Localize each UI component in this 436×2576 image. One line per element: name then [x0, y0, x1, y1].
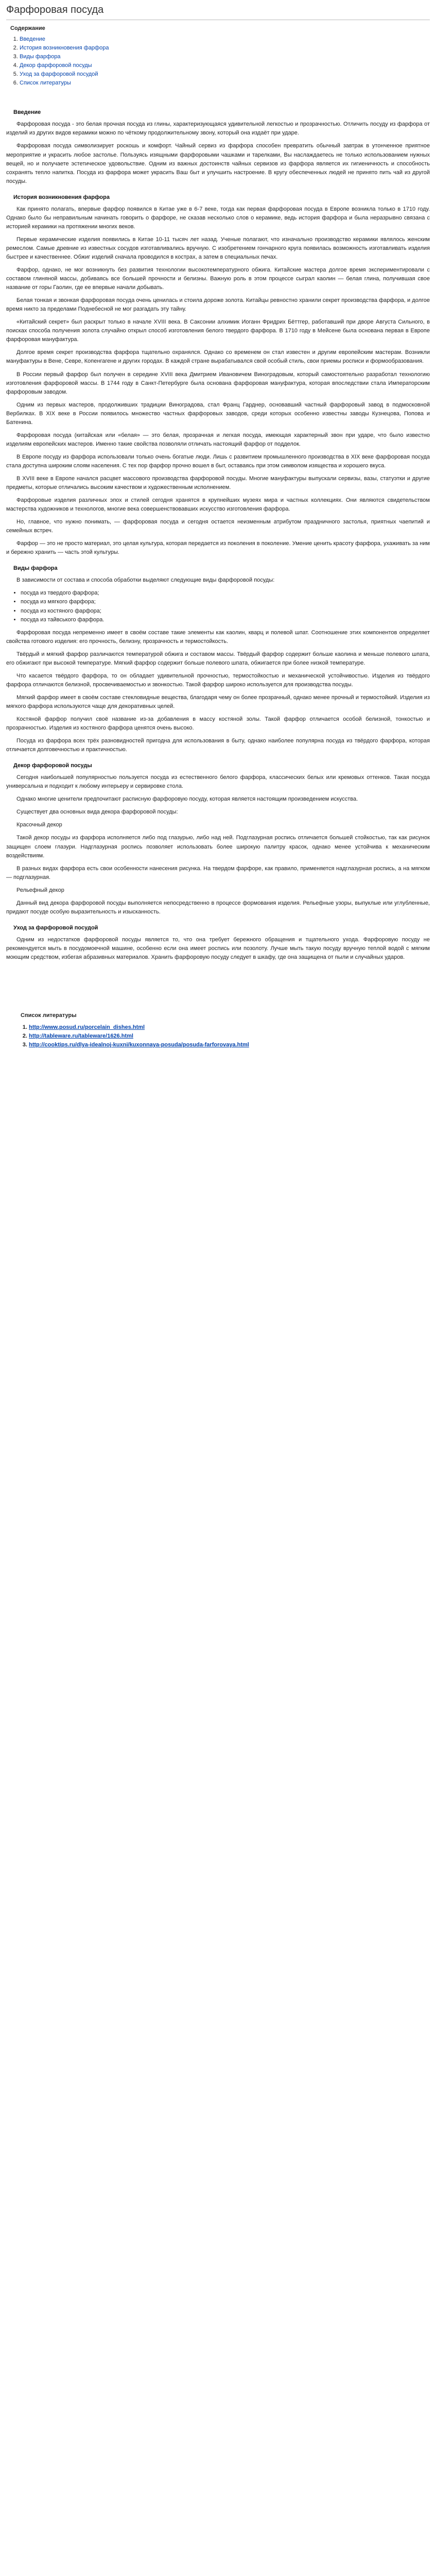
references-heading: Список литературы: [21, 1012, 77, 1019]
toc-item: [20, 79, 430, 88]
toc-link-decor[interactable]: Декор фарфоровой посуды: [20, 62, 92, 69]
paragraph: Как принято полагать, впервые фарфор появился в Китае уже в 6-7 веке, тогда как первая фарфоровая посуда в Европе возникла только в 1710 году. Однако было бы неправильным начинать говорить о фарфоре, не сказав несколько слов о керамике, ведь история фарфора и была неразрывно связана с историей керамики на протяжении многих веков.: [6, 206, 430, 230]
paragraph: Данный вид декора фарфоровой посуды выполняется непосредственно в процессе формования изделия. Рельефные узоры, выпуклые или углубленные, придают посуде особую выразительность и изысканность.: [6, 900, 430, 915]
paragraph: Фарфоровая посуда символизирует роскошь и комфорт. Чайный сервиз из фарфора способен превратить обычный завтрак в утонченное приятное мероприятие и украсить любое застолье. Пользуясь изящными фарфоровыми чашками и тарелками, Вы наслаждаетесь не только использованием нужных вещей, но и получаете эстетическое удовольствие. Одним из важных достоинств чайных сервизов из фарфора является их гигиеничность и способность сохранять тепло напитка. Посуда из фарфора может украсить Ваш быт и улучшить настроение. В кругу обеспеченных людей не принято пить чай из другой посуды.: [6, 143, 430, 184]
paragraph: Фарфор, однако, не мог возникнуть без развития технологии высокотемпературного обжига. Китайские мастера долгое время экспериментировали с составом глиняной массы, добиваясь все большей прочности и белизны. Важную роль в этом процессе сыграл каолин — белая глина, получившая свое название от горы Гаолин, где ее впервые начали добывать.: [6, 267, 430, 291]
references-list: [6, 1023, 430, 1049]
paragraph: Одним из недостатков фарфоровой посуды является то, что она требует бережного обращения и тщательного ухода. Фарфоровую посуду не рекомендуется мыть в посудомоечной машине, особенно если она имеет роспись или позолоту. Лучше мыть такую посуду вручную теплой водой с мягким моющим средством, избегая абразивных материалов. Хранить фарфоровую посуду следует в шкафу, где она защищена от пыли и случайных ударов.: [6, 936, 430, 960]
paragraph: Что касается твёрдого фарфора, то он обладает удивительной прочностью, термостойкостью и механической устойчивостью. Изделия из твёрдого фарфора отличаются белизной, просвечиваемостью и звонкостью. Такой фарфор широко используется для производства посуды.: [6, 672, 430, 688]
section-decor: [6, 761, 430, 917]
paragraph: Но, главное, что нужно понимать, — фарфоровая посуда и сегодня остается неизменным атрибутом праздничного застолья, приятных чаепитий и семейных встреч.: [6, 519, 430, 534]
toc-link-intro[interactable]: Введение: [20, 36, 45, 43]
paragraph: Твёрдый и мягкий фарфор различаются температурой обжига и составом массы. Твёрдый фарфор содержит больше каолина и меньше полевого шпата, его обжигают при высокой температуре. Мягкий фарфор содержит больше полевого шпата, обжигается при более низкой температуре.: [6, 651, 430, 666]
reference-link[interactable]: http://tableware.ru/tableware/1626.html: [29, 1033, 133, 1040]
paragraph: Рельефный декор: [16, 887, 64, 893]
toc-item: [20, 70, 430, 79]
toc-heading: Содержание: [10, 25, 45, 31]
list-item: • посуда из костяного фарфора;: [21, 607, 430, 616]
toc-item: [20, 35, 430, 44]
toc-item: [20, 61, 430, 70]
paragraph: Первые керамические изделия появились в Китае 10-11 тысяч лет назад. Ученые полагают, что изначально производство керамики являлось женским ремеслом. Самые древние из известных сосудов изготавливались вручную. С изобретением гончарного круга появилась возможность изготавливать изделия быстрее и качественнее. Обжиг изделий сначала проводился в кострах, а затем в специальных печах.: [6, 236, 430, 260]
list-item: • посуда из твердого фарфора;: [21, 589, 430, 598]
paragraph: В разных видах фарфора есть свои особенности нанесения рисунка. На твердом фарфоре, как правило, применяется надглазурная роспись, а на мягком — подглазурная.: [6, 865, 430, 880]
paragraph: В зависимости от состава и способа обработки выделяют следующие виды фарфоровой посуды:: [16, 577, 275, 584]
paragraph: Белая тонкая и звонкая фарфоровая посуда очень ценилась и стоила дороже золота. Китайцы ревностно хранили секрет производства фарфора, и долгое время никто за пределами Поднебесной не мог разгадать эту тайну.: [6, 297, 430, 313]
paragraph: Фарфор — это не просто материал, это целая культура, которая передается из поколения в поколение. Умение ценить красоту фарфора, ухаживать за ним и бережно хранить — часть этой культуры.: [6, 540, 430, 556]
toc-list: [10, 35, 430, 88]
section-history: [6, 193, 430, 557]
reference-link[interactable]: http://cooktips.ru/dlya-idealnoj-kuxni/kuxonnaya-posuda/posuda-farforovaya.html: [29, 1042, 249, 1048]
reference-item: [29, 1032, 430, 1041]
section-intro: [6, 108, 430, 185]
section-heading: Виды фарфора: [13, 565, 58, 572]
paragraph: Фарфоровая посуда - это белая прочная посуда из глины, характеризующаяся удивительной легкостью и прозрачностью. Отличить посуду из фарфора от изделий из других видов керамики можно по чёткому продолжительному звону, который она издаёт при ударе.: [6, 121, 430, 137]
toc-link-history[interactable]: История возникновения фарфора: [20, 45, 109, 52]
document-page: [0, 0, 436, 1070]
reference-item: [29, 1041, 430, 1049]
paragraph: Одним из первых мастеров, продолживших традиции Виноградова, стал Франц Гарднер, основавший частный фарфоровый завод в подмосковной Вербилках. В XIX веке в России появилось множество частных фарфоровых заводов, среди которых особенно известны заводы Кузнецова, Попова и Батенина.: [6, 401, 430, 426]
paragraph: В Европе посуду из фарфора использовали только очень богатые люди. Лишь с развитием промышленного производства в XIX веке фарфоровая посуда стала доступна широким слоям населения. С тех пор фарфор прочно вошел в быт, оставаясь при этом символом изящества и хорошего вкуса.: [6, 453, 430, 469]
section-heading: Декор фарфоровой посуды: [13, 762, 92, 769]
types-list: [6, 589, 430, 624]
section-types: [6, 564, 430, 754]
paragraph: Сегодня наибольшей популярностью пользуется посуда из естественного белого фарфора, классических белых или кремовых оттенков. Такая посуда универсальна и подходит к любому интерьеру и сервировке стола.: [6, 774, 430, 790]
paragraph: Существует два основных вида декора фарфоровой посуды:: [16, 809, 178, 816]
paragraph: Однако многие ценители предпочитают расписную фарфоровую посуду, которая является настоящим произведением искусства.: [16, 796, 358, 803]
paragraph: «Китайский секрет» был раскрыт только в начале XVIII века. В Саксонии алхимик Иоганн Фридрих Бёттгер, работавший при дворе Августа Сильного, в поисках способа получения золота случайно открыл способ изготовления белого твердого фарфора. В 1710 году в Мейсене была основана первая в Европе фарфоровая мануфактура.: [6, 319, 430, 343]
toc-link-care[interactable]: Уход за фарфоровой посудой: [20, 71, 98, 78]
paragraph: Фарфоровая посуда непременно имеет в своём составе такие элементы как каолин, кварц и полевой шпат. Соотношение этих компонентов определяет свойства готового изделия: его прочность, белизну, прозрачность и термостойкость.: [6, 629, 430, 645]
list-item: • посуда из тайвського фарфора.: [21, 616, 430, 624]
paragraph: Такой декор посуды из фарфора исполняется либо под глазурью, либо над ней. Подглазурная роспись отличается большей стойкостью, так как рисунок защищен слоем глазури. Надглазурная роспись позволяет использовать более широкую палитру красок, однако менее устойчива к механическим воздействиям.: [6, 835, 430, 859]
table-of-contents: [10, 24, 430, 88]
reference-link[interactable]: http://www.posud.ru/porcelain_dishes.html: [29, 1024, 145, 1031]
spacer: [6, 966, 430, 997]
paragraph: Фарфоровая посуда (китайская или «белая» — это белая, прозрачная и легкая посуда, имеющая характерный звон при ударе, что было известно изделиям европейских мастеров. Именно такие свойства позволяли отличать настоящий фарфор от подделок.: [6, 432, 430, 447]
section-references: [6, 1011, 430, 1049]
paragraph: В XVIII веке в Европе начался расцвет массового производства фарфоровой посуды. Многие мануфактуры выпускали сервизы, вазы, статуэтки и другие предметы, которые отличались высоким качеством и художественным исполнением.: [6, 475, 430, 491]
paragraph: Костяной фарфор получил своё название из-за добавления в массу костяной золы. Такой фарфор отличается особой белизной, тонкостью и прозрачностью. Изделия из костяного фарфора ценятся очень высоко.: [6, 716, 430, 732]
toc-item: [20, 53, 430, 61]
document-content: [6, 108, 430, 1049]
paragraph: Посуда из фарфора всех трёх разновидностей пригодна для использования в быту, однако наиболее популярна посуда из твёрдого фарфора, которая отличается долговечностью и практичностью.: [6, 738, 430, 753]
paragraph: Мягкий фарфор имеет в своём составе стекловидные вещества, благодаря чему он более прозрачный, однако менее прочный и термостойкий. Изделия из мягкого фарфора используются чаще для декоративных целей.: [6, 694, 430, 709]
toc-link-references[interactable]: Список литературы: [20, 80, 71, 87]
list-item: • посуда из мягкого фарфора;: [21, 598, 430, 606]
paragraph: Фарфоровые изделия различных эпох и стилей сегодня хранятся в крупнейших музеях мира и частных коллекциях. Они являются свидетельством мастерства художников и технологов, многие века совершенствовавших искусство изготовления фарфора.: [6, 497, 430, 513]
section-heading: Введение: [13, 109, 41, 116]
page-title: Фарфоровая посуда: [6, 2, 430, 20]
section-heading: История возникновения фарфора: [13, 194, 110, 200]
toc-link-types[interactable]: Виды фарфора: [20, 54, 61, 60]
paragraph: В России первый фарфор был получен в середине XVIII века Дмитрием Ивановичем Виноградовым, который самостоятельно разработал технологию изготовления фарфоровой массы. В 1744 году в Санкт-Петербурге была основана фарфоровая мануфактура, которая впоследствии стала Императорским фарфоровым заводом.: [6, 371, 430, 395]
section-care: [6, 924, 430, 962]
paragraph: Красочный декор: [16, 822, 62, 828]
section-heading: Уход за фарфоровой посудой: [13, 924, 98, 931]
toc-item: [20, 44, 430, 53]
paragraph: Долгое время секрет производства фарфора тщательно охранялся. Однако со временем он стал известен и другим европейским мастерам. Возникли мануфактуры в Вене, Севре, Копенгагене и других городах. В каждой стране вырабатывался свой особый стиль, свои приемы росписи и формообразования.: [6, 349, 430, 365]
reference-item: [29, 1023, 430, 1032]
